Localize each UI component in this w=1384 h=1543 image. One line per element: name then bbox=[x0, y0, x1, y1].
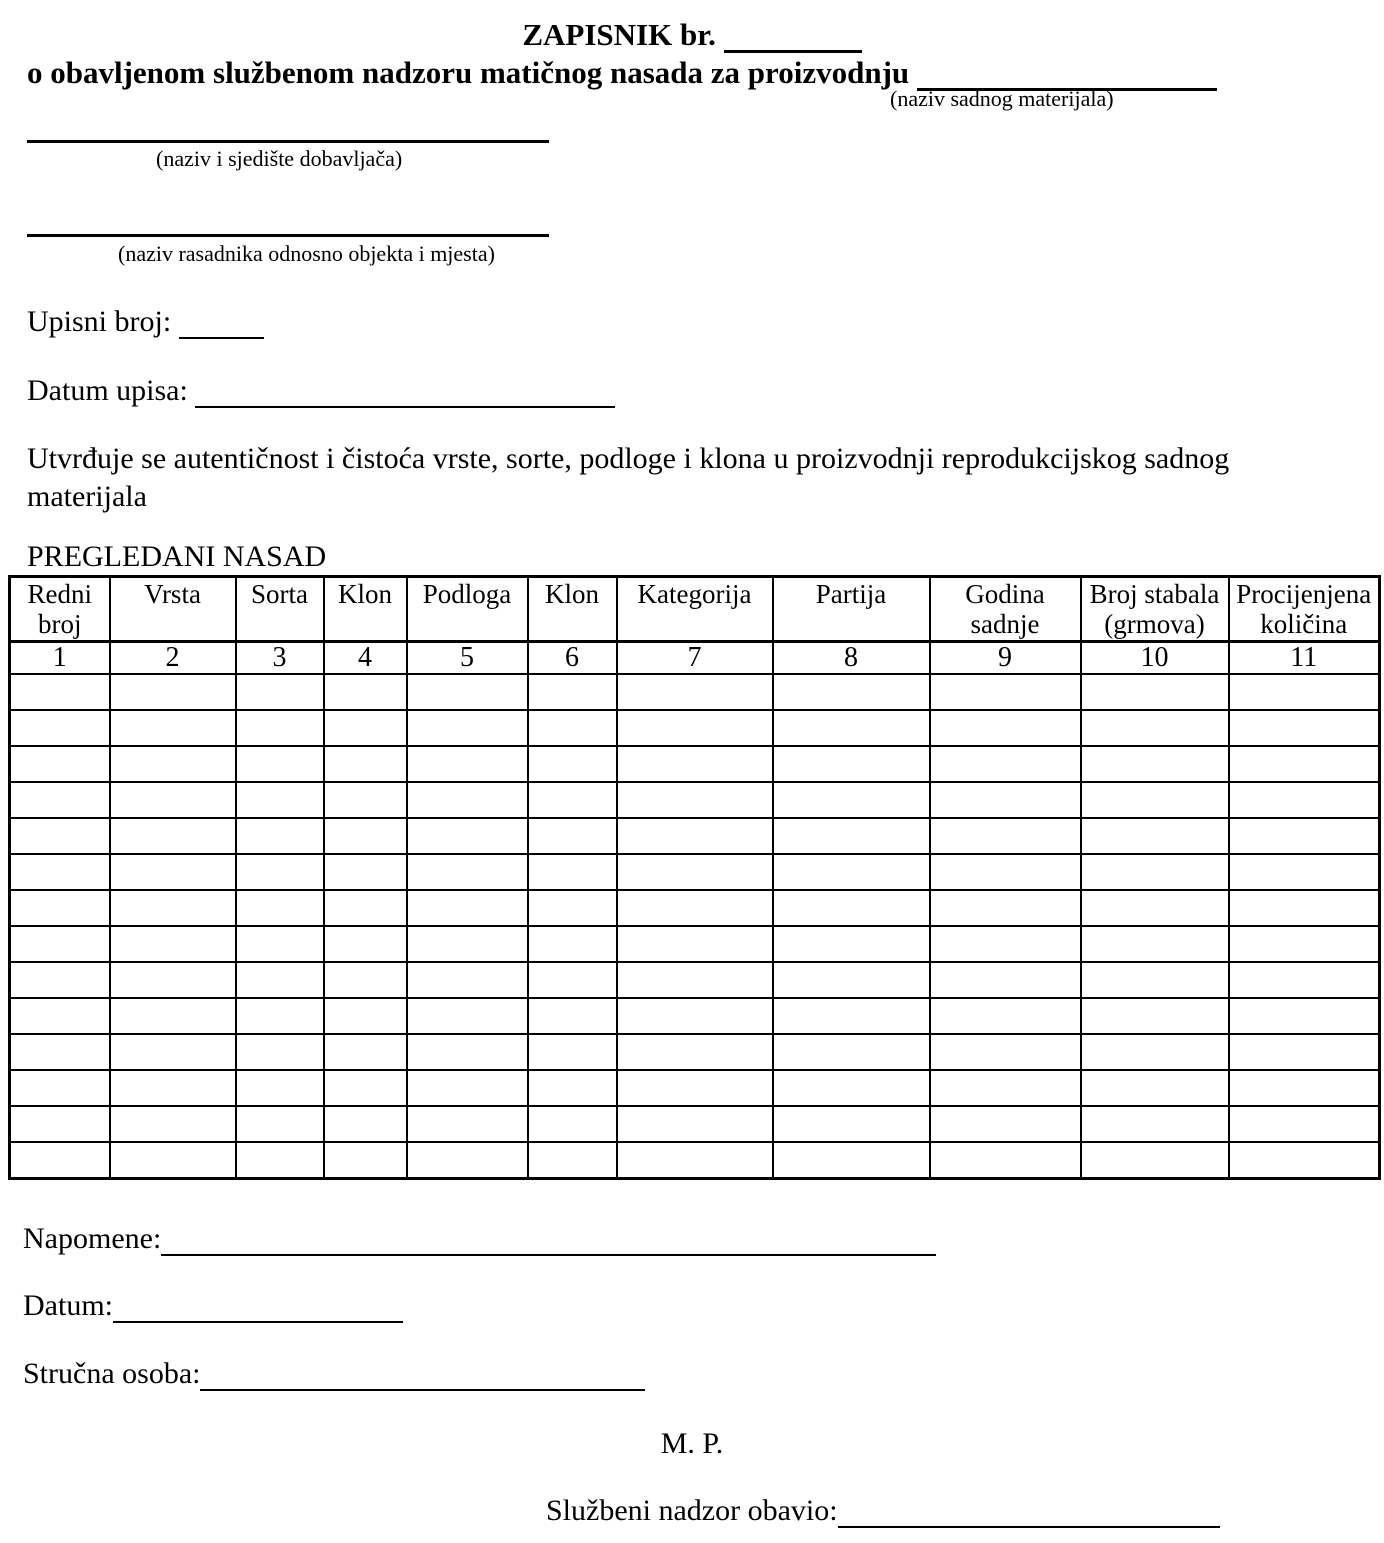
date-label: Datum: bbox=[23, 1289, 113, 1322]
table-cell bbox=[1229, 854, 1380, 890]
table-cell bbox=[617, 854, 773, 890]
table-cell bbox=[1081, 926, 1229, 962]
supplier-hint: (naziv i sjedište dobavljača) bbox=[156, 146, 403, 171]
statement-paragraph: Utvrđuje se autentičnost i čistoća vrste, sorte, podloge i klona u proizvodnji reprodukcijskog sadnog materijala bbox=[27, 442, 1230, 513]
table-cell bbox=[1081, 746, 1229, 782]
table-cell bbox=[110, 998, 236, 1034]
table-cell bbox=[407, 854, 528, 890]
table-cell bbox=[528, 746, 617, 782]
column-header-11: Procijenjena količina bbox=[1229, 577, 1380, 642]
table-cell bbox=[110, 890, 236, 926]
table-cell bbox=[10, 674, 110, 710]
table-cell bbox=[236, 746, 324, 782]
table-cell bbox=[10, 746, 110, 782]
table-cell bbox=[528, 1034, 617, 1070]
column-number-9: 9 bbox=[930, 642, 1081, 675]
table-cell bbox=[324, 1106, 407, 1142]
column-header-6: Klon bbox=[528, 577, 617, 642]
table-cell bbox=[528, 854, 617, 890]
supplier-name-line bbox=[27, 112, 549, 143]
inspection-table bbox=[8, 575, 1381, 1180]
table-cell bbox=[1081, 782, 1229, 818]
table-cell bbox=[236, 926, 324, 962]
expert-row bbox=[23, 1355, 645, 1391]
table-row bbox=[10, 782, 1380, 818]
table-cell bbox=[236, 1142, 324, 1179]
table-cell bbox=[617, 1106, 773, 1142]
table-cell bbox=[1229, 962, 1380, 998]
table-cell bbox=[773, 818, 930, 854]
table-cell bbox=[324, 746, 407, 782]
table-cell bbox=[1229, 710, 1380, 746]
table-cell bbox=[1081, 818, 1229, 854]
supervisor-blank bbox=[838, 1492, 1220, 1528]
table-cell bbox=[930, 1106, 1081, 1142]
table-cell bbox=[617, 1142, 773, 1179]
column-number-row bbox=[10, 642, 1380, 675]
table-cell bbox=[1081, 1070, 1229, 1106]
table-cell bbox=[110, 926, 236, 962]
table-cell bbox=[110, 1034, 236, 1070]
table-cell bbox=[528, 926, 617, 962]
table-cell bbox=[324, 962, 407, 998]
seal-mark: M. P. bbox=[660, 1427, 724, 1460]
table-cell bbox=[528, 998, 617, 1034]
table-cell bbox=[10, 962, 110, 998]
table-section-title: PREGLEDANI NASAD bbox=[27, 540, 327, 573]
nursery-name-line bbox=[27, 206, 549, 237]
zapisnik-number-blank bbox=[724, 14, 862, 53]
registration-date-blank bbox=[195, 372, 615, 408]
nursery-hint: (naziv rasadnika odnosno objekta i mjesta) bbox=[118, 241, 495, 266]
table-cell bbox=[773, 782, 930, 818]
column-header-8: Partija bbox=[773, 577, 930, 642]
table-cell bbox=[110, 710, 236, 746]
table-cell bbox=[110, 1142, 236, 1179]
table-cell bbox=[773, 962, 930, 998]
table-cell bbox=[236, 1106, 324, 1142]
table-row bbox=[10, 1034, 1380, 1070]
date-row bbox=[23, 1287, 403, 1323]
table-cell bbox=[1081, 1034, 1229, 1070]
table-row bbox=[10, 1106, 1380, 1142]
table-cell bbox=[324, 926, 407, 962]
column-header-5: Podloga bbox=[407, 577, 528, 642]
column-header-2: Vrsta bbox=[110, 577, 236, 642]
table-header-row bbox=[10, 577, 1380, 642]
column-number-5: 5 bbox=[407, 642, 528, 675]
table-cell bbox=[110, 818, 236, 854]
table-row bbox=[10, 1142, 1380, 1179]
table-cell bbox=[407, 998, 528, 1034]
table-cell bbox=[1229, 998, 1380, 1034]
table-cell bbox=[10, 1142, 110, 1179]
table-cell bbox=[930, 674, 1081, 710]
table-cell bbox=[236, 782, 324, 818]
table-cell bbox=[10, 782, 110, 818]
table-cell bbox=[528, 890, 617, 926]
table-cell bbox=[236, 818, 324, 854]
expert-blank bbox=[200, 1355, 645, 1391]
table-row bbox=[10, 854, 1380, 890]
table-cell bbox=[1081, 1106, 1229, 1142]
table-cell bbox=[528, 962, 617, 998]
table-cell bbox=[407, 962, 528, 998]
table-cell bbox=[324, 1070, 407, 1106]
date-blank bbox=[113, 1287, 403, 1323]
table-cell bbox=[930, 1142, 1081, 1179]
column-number-1: 1 bbox=[10, 642, 110, 675]
table-cell bbox=[773, 1142, 930, 1179]
table-cell bbox=[773, 890, 930, 926]
column-header-9: Godina sadnje bbox=[930, 577, 1081, 642]
table-cell bbox=[617, 926, 773, 962]
table-cell bbox=[110, 854, 236, 890]
table-cell bbox=[1229, 818, 1380, 854]
table-cell bbox=[773, 926, 930, 962]
table-cell bbox=[407, 746, 528, 782]
table-cell bbox=[617, 962, 773, 998]
table-cell bbox=[110, 962, 236, 998]
table-cell bbox=[236, 1070, 324, 1106]
table-cell bbox=[324, 1034, 407, 1070]
table-cell bbox=[110, 674, 236, 710]
registration-number-label: Upisni broj: bbox=[27, 305, 172, 338]
column-header-4: Klon bbox=[324, 577, 407, 642]
expert-label: Stručna osoba: bbox=[23, 1357, 201, 1390]
table-cell bbox=[407, 926, 528, 962]
table-cell bbox=[10, 998, 110, 1034]
column-number-3: 3 bbox=[236, 642, 324, 675]
table-row bbox=[10, 926, 1380, 962]
column-header-3: Sorta bbox=[236, 577, 324, 642]
table-cell bbox=[1081, 710, 1229, 746]
table-cell bbox=[528, 1106, 617, 1142]
supervisor-label: Službeni nadzor obavio: bbox=[546, 1494, 838, 1527]
table-cell bbox=[407, 1142, 528, 1179]
table-cell bbox=[236, 1034, 324, 1070]
table-cell bbox=[324, 674, 407, 710]
table-cell bbox=[1081, 890, 1229, 926]
table-cell bbox=[10, 854, 110, 890]
table-cell bbox=[773, 1034, 930, 1070]
table-cell bbox=[407, 782, 528, 818]
table-cell bbox=[1229, 1106, 1380, 1142]
table-cell bbox=[930, 854, 1081, 890]
table-cell bbox=[617, 782, 773, 818]
table-cell bbox=[1081, 998, 1229, 1034]
seal-row bbox=[0, 1427, 1384, 1461]
table-cell bbox=[1081, 674, 1229, 710]
table-cell bbox=[930, 710, 1081, 746]
table-cell bbox=[236, 674, 324, 710]
table-cell bbox=[10, 1070, 110, 1106]
table-cell bbox=[110, 1106, 236, 1142]
table-cell bbox=[930, 818, 1081, 854]
table-cell bbox=[10, 1106, 110, 1142]
column-header-7: Kategorija bbox=[617, 577, 773, 642]
table-cell bbox=[930, 1034, 1081, 1070]
table-cell bbox=[10, 710, 110, 746]
table-cell bbox=[324, 1142, 407, 1179]
notes-row bbox=[23, 1220, 936, 1256]
table-cell bbox=[236, 998, 324, 1034]
column-header-1: Redni broj bbox=[10, 577, 110, 642]
table-cell bbox=[773, 674, 930, 710]
table-cell bbox=[407, 1070, 528, 1106]
table-cell bbox=[930, 782, 1081, 818]
document-subtitle-text: o obavljenom službenom nadzoru matičnog nasada za proizvodnju bbox=[27, 55, 910, 90]
table-cell bbox=[1229, 926, 1380, 962]
table-cell bbox=[324, 710, 407, 746]
table-cell bbox=[1229, 1034, 1380, 1070]
table-cell bbox=[617, 890, 773, 926]
table-cell bbox=[528, 1070, 617, 1106]
table-cell bbox=[773, 746, 930, 782]
table-cell bbox=[773, 854, 930, 890]
table-cell bbox=[324, 854, 407, 890]
table-cell bbox=[930, 1070, 1081, 1106]
column-number-2: 2 bbox=[110, 642, 236, 675]
table-cell bbox=[10, 926, 110, 962]
table-cell bbox=[1229, 746, 1380, 782]
notes-blank bbox=[161, 1220, 936, 1256]
table-cell bbox=[617, 1070, 773, 1106]
notes-label: Napomene: bbox=[23, 1222, 162, 1255]
table-cell bbox=[1081, 962, 1229, 998]
document-title bbox=[522, 17, 861, 52]
table-cell bbox=[528, 674, 617, 710]
table-cell bbox=[10, 890, 110, 926]
column-number-6: 6 bbox=[528, 642, 617, 675]
table-cell bbox=[236, 890, 324, 926]
table-cell bbox=[617, 746, 773, 782]
table-cell bbox=[10, 818, 110, 854]
supervisor-row bbox=[546, 1492, 1220, 1528]
table-cell bbox=[1229, 674, 1380, 710]
table-row bbox=[10, 818, 1380, 854]
table-cell bbox=[1229, 782, 1380, 818]
table-cell bbox=[1229, 1070, 1380, 1106]
column-number-4: 4 bbox=[324, 642, 407, 675]
registration-number-row bbox=[27, 303, 264, 339]
table-cell bbox=[407, 818, 528, 854]
table-cell bbox=[773, 710, 930, 746]
column-number-10: 10 bbox=[1081, 642, 1229, 675]
planting-material-hint: (naziv sadnog materijala) bbox=[890, 86, 1114, 111]
table-cell bbox=[1229, 890, 1380, 926]
table-cell bbox=[528, 1142, 617, 1179]
document-title-text: ZAPISNIK br. bbox=[522, 17, 716, 52]
table-cell bbox=[528, 782, 617, 818]
column-header-10: Broj stabala (grmova) bbox=[1081, 577, 1229, 642]
table-cell bbox=[407, 674, 528, 710]
table-cell bbox=[930, 998, 1081, 1034]
table-cell bbox=[930, 890, 1081, 926]
column-number-7: 7 bbox=[617, 642, 773, 675]
table-cell bbox=[110, 782, 236, 818]
table-cell bbox=[528, 818, 617, 854]
table-cell bbox=[617, 710, 773, 746]
table-cell bbox=[324, 998, 407, 1034]
table-cell bbox=[1229, 1142, 1380, 1179]
table-cell bbox=[528, 710, 617, 746]
table-cell bbox=[1081, 1142, 1229, 1179]
table-cell bbox=[930, 926, 1081, 962]
column-number-11: 11 bbox=[1229, 642, 1380, 675]
registration-number-blank bbox=[179, 303, 264, 339]
registration-date-row bbox=[27, 372, 615, 408]
table-cell bbox=[773, 998, 930, 1034]
table-row bbox=[10, 674, 1380, 710]
table-cell bbox=[236, 854, 324, 890]
table-cell bbox=[930, 962, 1081, 998]
table-cell bbox=[930, 746, 1081, 782]
table-cell bbox=[324, 782, 407, 818]
table-cell bbox=[617, 818, 773, 854]
table-row bbox=[10, 890, 1380, 926]
table-cell bbox=[407, 710, 528, 746]
table-row bbox=[10, 1070, 1380, 1106]
table-cell bbox=[617, 1034, 773, 1070]
table-row bbox=[10, 710, 1380, 746]
table-cell bbox=[10, 1034, 110, 1070]
table-cell bbox=[407, 890, 528, 926]
table-cell bbox=[773, 1106, 930, 1142]
table-cell bbox=[110, 1070, 236, 1106]
registration-date-label: Datum upisa: bbox=[27, 374, 188, 407]
table-cell bbox=[407, 1106, 528, 1142]
table-cell bbox=[1081, 854, 1229, 890]
table-cell bbox=[236, 962, 324, 998]
table-row bbox=[10, 962, 1380, 998]
table-cell bbox=[407, 1034, 528, 1070]
table-cell bbox=[236, 710, 324, 746]
table-cell bbox=[324, 890, 407, 926]
document-title-row bbox=[0, 14, 1384, 53]
table-row bbox=[10, 746, 1380, 782]
table-cell bbox=[617, 674, 773, 710]
table-cell bbox=[617, 998, 773, 1034]
column-number-8: 8 bbox=[773, 642, 930, 675]
table-cell bbox=[110, 746, 236, 782]
table-cell bbox=[773, 1070, 930, 1106]
table-row bbox=[10, 998, 1380, 1034]
table-cell bbox=[324, 818, 407, 854]
